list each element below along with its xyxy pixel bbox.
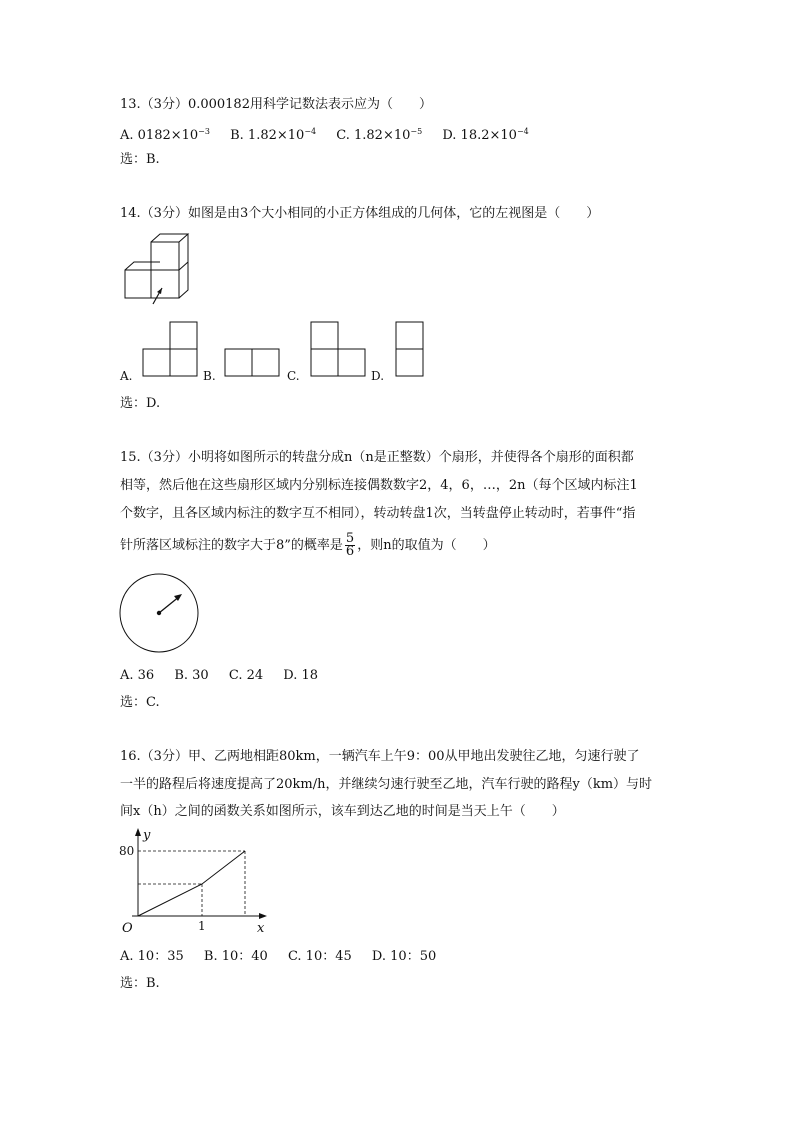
q14-stem: 14.（3分）如图是由3个大小相同的小正方体组成的几何体，它的左视图是（ ） bbox=[120, 206, 600, 221]
q15-option-b: B. 30 bbox=[174, 668, 209, 683]
q13-answer: 选：B. bbox=[120, 152, 160, 167]
q15-stem-line1: 15.（3分）小明将如图所示的转盘分成n（n是正整数）个扇形，并使得各个扇形的面积都 bbox=[120, 450, 634, 465]
q14-option-d-figure bbox=[395, 321, 425, 377]
q15-spinner-figure bbox=[118, 573, 202, 657]
q16-option-a: A. 10：35 bbox=[120, 949, 184, 964]
q15-stem-line4: 针所落区域标注的数字大于8”的概率是 $\frac{5}{6}$ ，则n的取值为（ ） bbox=[120, 531, 496, 559]
q14-answer: 选：D. bbox=[120, 396, 161, 411]
q16-options bbox=[120, 948, 452, 966]
q16-stem-line2: 一半的路程后将速度提高了20km/h，并继续匀速行驶至乙地，汽车行驶的路程y（km）与时 bbox=[120, 777, 653, 792]
x-tick-label-1: 1 bbox=[198, 919, 206, 933]
q13-option-d: D. $18.2\times 10^{-4}$ bbox=[442, 127, 529, 143]
q14-option-a-figure bbox=[142, 321, 198, 377]
q16-distance-time-graph bbox=[112, 826, 272, 936]
y-tick-label-80: 80 bbox=[119, 844, 135, 858]
q15-stem-line3: 个数字，且各区域内标注的数字互不相同），转动转盘1次，当转盘停止转动时，若事件“指 bbox=[120, 506, 636, 521]
q14-option-d-label: D. bbox=[371, 369, 385, 383]
q16-option-b: B. 10：40 bbox=[203, 949, 268, 964]
q15-answer: 选：C. bbox=[120, 695, 160, 710]
q15-stem-line2: 相等，然后他在这些扇形区域内分别标连接偶数数字2，4，6，…，2n（每个区域内标注1 bbox=[120, 478, 638, 493]
q16-stem-line3: 间x（h）之间的函数关系如图所示，该车到达乙地的时间是当天上午（ ） bbox=[120, 804, 565, 819]
q14-option-b-figure bbox=[224, 348, 280, 378]
q13-option-b: B. $1.82\times 10^{-4}$ bbox=[230, 127, 317, 143]
q16-option-d: D. 10：50 bbox=[371, 949, 437, 964]
x-axis-label: x bbox=[257, 921, 265, 936]
origin-label: O bbox=[122, 921, 133, 936]
x-axis-arrow bbox=[259, 913, 267, 919]
y-axis-label: y bbox=[143, 828, 151, 843]
q15-options bbox=[120, 667, 334, 685]
q14-option-c-label: C. bbox=[287, 369, 300, 383]
q14-solid-figure bbox=[122, 232, 194, 308]
q14-option-b-label: B. bbox=[203, 369, 216, 383]
q15-option-a: A. 36 bbox=[120, 668, 155, 683]
q16-stem-line1: 16.（3分）甲、乙两地相距80km，一辆汽车上午9：00从甲地出发驶往乙地，匀速行驶了 bbox=[120, 749, 640, 764]
distance-line bbox=[138, 851, 245, 916]
q13-option-a: A. $0182\times 10^{-3}$ bbox=[120, 127, 210, 143]
q15-option-c: C. 24 bbox=[228, 668, 264, 683]
q16-answer: 选：B. bbox=[120, 976, 160, 991]
q13-option-c: C. $1.82\times 10^{-5}$ bbox=[336, 127, 423, 143]
q15-option-d: D. 18 bbox=[283, 668, 319, 683]
q13-options bbox=[120, 123, 545, 145]
probability-fraction: $\frac{5}{6}$ bbox=[345, 531, 355, 559]
q14-option-c-figure bbox=[310, 321, 366, 377]
q13-stem: 13.（3分）0.000182用科学记数法表示应为（ ） bbox=[120, 97, 432, 112]
q14-option-a-label: A. bbox=[120, 369, 133, 383]
q16-option-c: C. 10：45 bbox=[287, 949, 352, 964]
y-axis-arrow bbox=[135, 828, 141, 836]
